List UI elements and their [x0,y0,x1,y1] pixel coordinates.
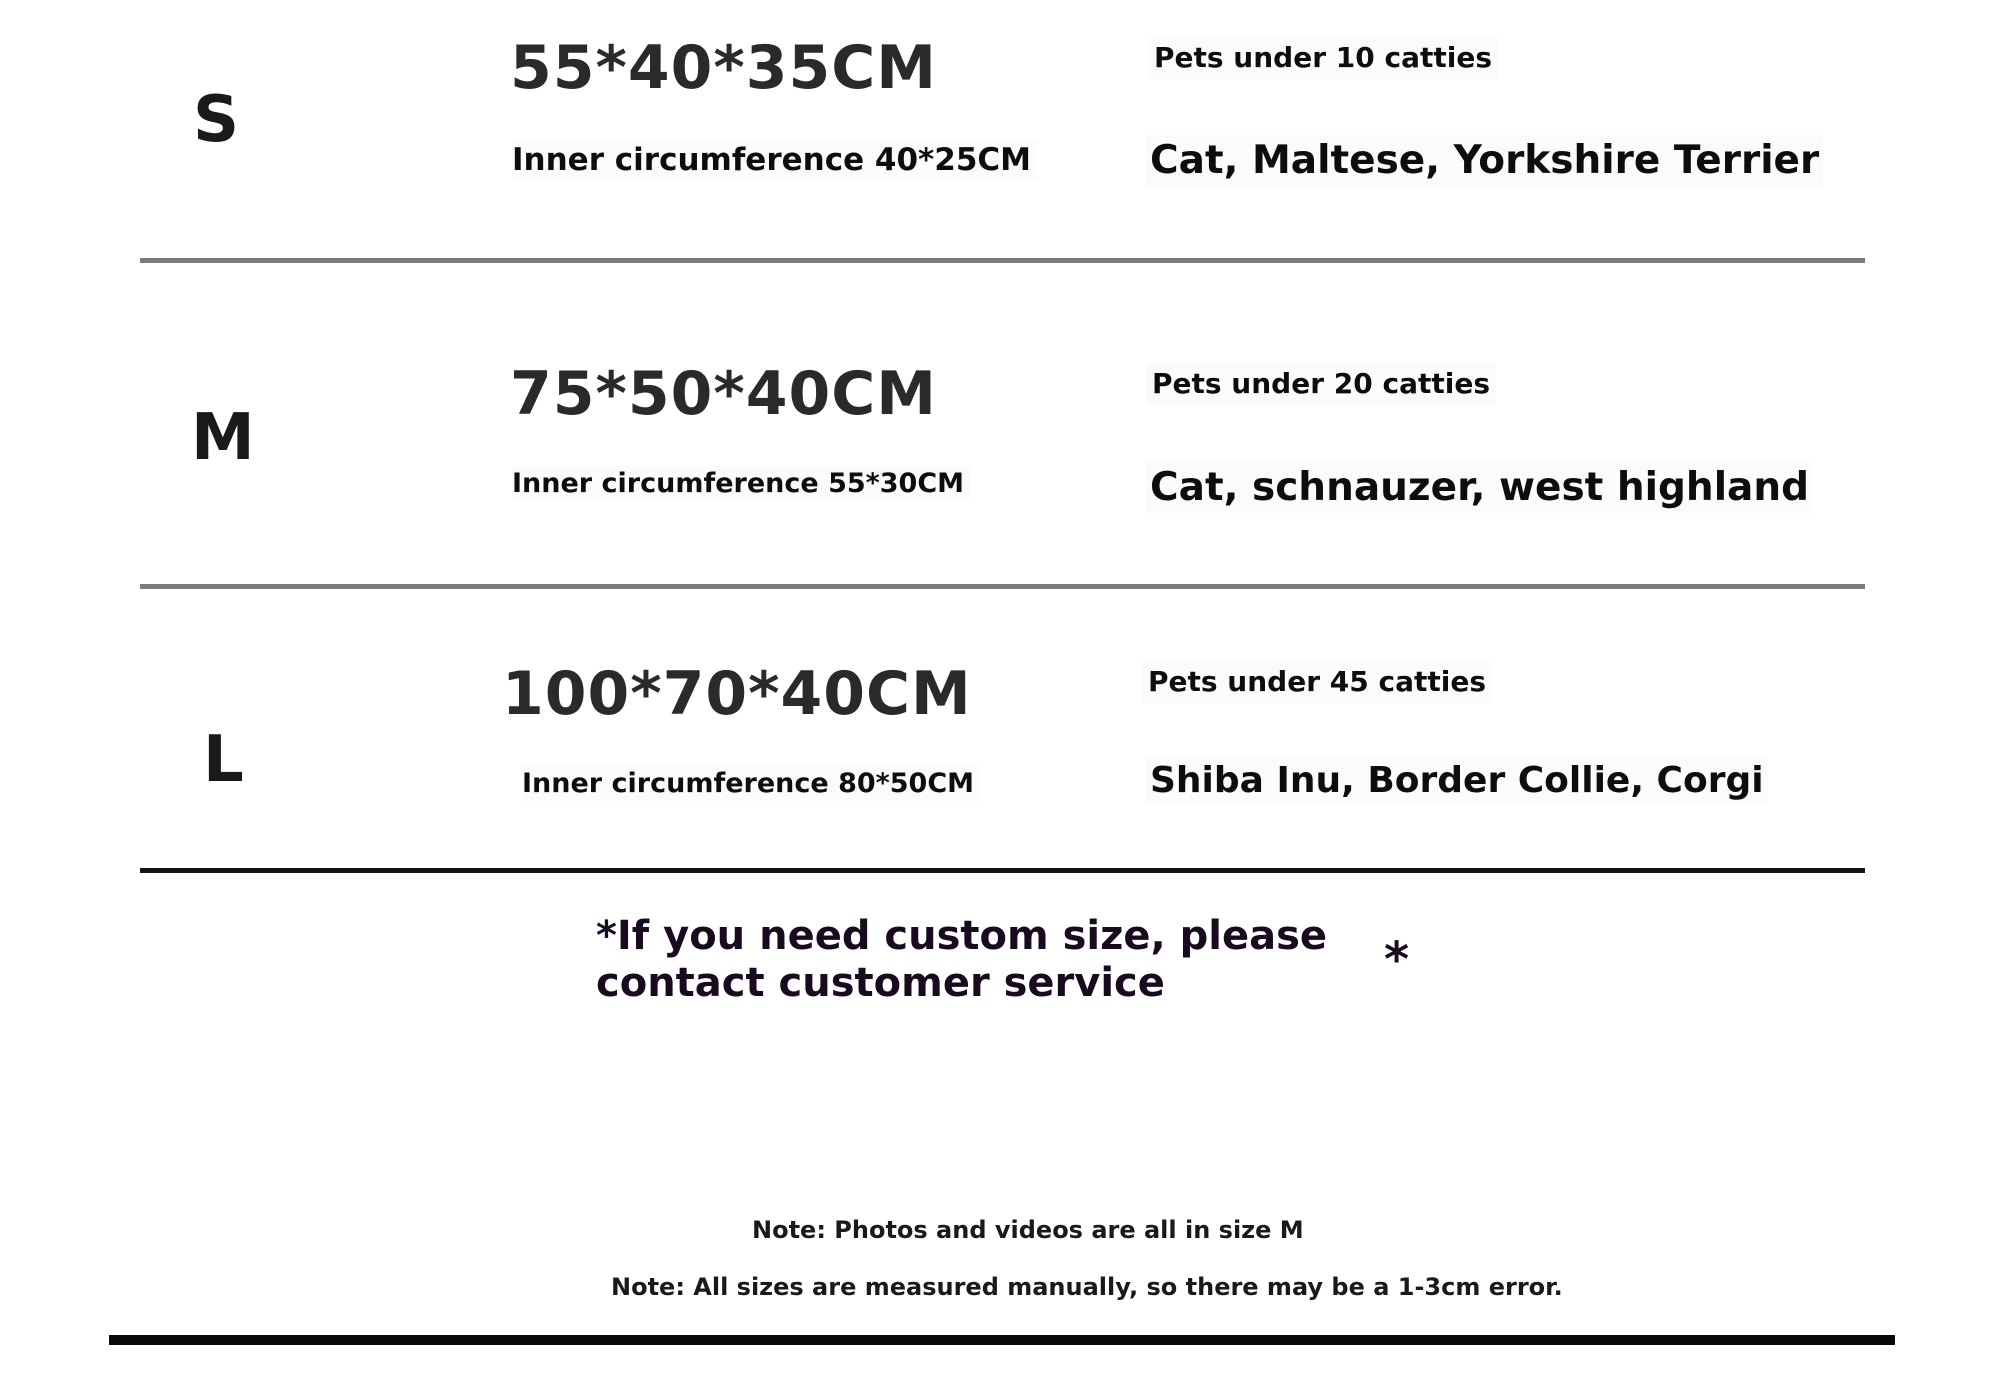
breeds-s: Cat, Maltese, Yorkshire Terrier [1146,135,1823,186]
weight-limit-l: Pets under 45 catties [1142,660,1492,704]
divider [140,868,1865,873]
dimensions-l: 100*70*40CM [502,659,972,729]
note-measurement-error: Note: All sizes are measured manually, so there may be a 1-3cm error. [611,1273,1563,1301]
inner-circumference-s: Inner circumference 40*25CM [512,141,1037,180]
custom-size-line-1: *If you need custom size, please [596,913,1328,959]
bottom-divider [109,1335,1895,1345]
breeds-l: Shiba Inu, Border Collie, Corgi [1146,757,1768,805]
divider [140,584,1865,589]
inner-circumference-l: Inner circumference 80*50CM [522,766,980,801]
size-label-l: L [203,723,244,797]
custom-size-notice [596,913,1327,1007]
weight-limit-m: Pets under 20 catties [1146,362,1496,406]
dimensions-s: 55*40*35CM [510,33,937,103]
weight-limit-s: Pets under 10 catties [1148,36,1498,80]
dimensions-m: 75*50*40CM [510,359,937,429]
size-label-m: M [191,401,255,475]
size-label-s: S [193,83,240,157]
asterisk-mark: * [1384,932,1410,988]
divider [140,258,1865,263]
note-photos-size: Note: Photos and videos are all in size M [752,1216,1304,1244]
custom-size-line-2: contact customer service [596,960,1165,1006]
breeds-m: Cat, schnauzer, west highland [1146,462,1813,513]
inner-circumference-m: Inner circumference 55*30CM [512,466,970,501]
